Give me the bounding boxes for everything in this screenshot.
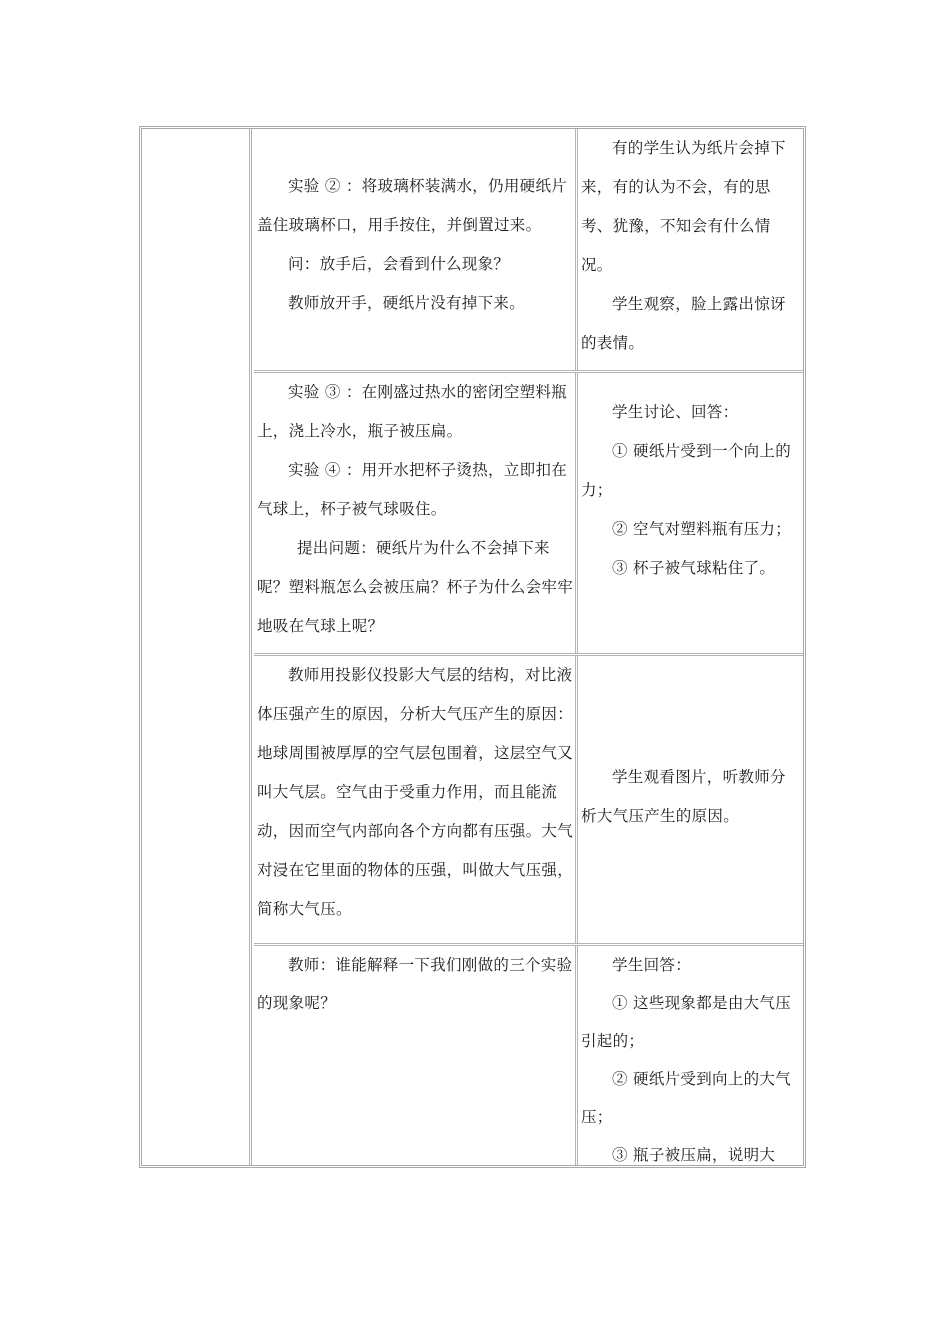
paragraph: 实验 ④ ：用开水把杯子烫热，立即扣在气球上，杯子被气球吸住。 xyxy=(257,461,568,518)
teacher-activity-cell xyxy=(254,946,578,1165)
paragraph: 学生讨论、回答： xyxy=(612,403,739,421)
paragraph: 教师放开手，硬纸片没有掉下来。 xyxy=(288,294,526,312)
paragraph: 教师用投影仪投影大气层的结构，对比液体压强产生的原因，分析大气压产生的原因：地球周围被厚厚的空气层包围着，这层空气又叫大气层。空气由于受重力作用，而且能流动，因而空气内部向各个方向都有压强。大气对浸在它里面的物体的压强，叫做大气压强，简称大气压。 xyxy=(257,666,574,918)
lesson-plan-table xyxy=(139,126,806,1168)
paragraph: 提出问题：硬纸片为什么不会掉下来呢？塑料瓶怎么会被压扁？杯子为什么会牢牢地吸在气球上呢？ xyxy=(257,539,574,635)
table-row xyxy=(254,373,803,656)
table-row xyxy=(254,946,803,1165)
student-activity-cell xyxy=(579,129,803,370)
stage-column xyxy=(142,129,252,1165)
paragraph: ② 硬纸片受到向上的大气压； xyxy=(581,1070,792,1126)
table-row xyxy=(254,656,803,946)
table-row xyxy=(254,129,803,373)
paragraph: 有的学生认为纸片会掉下来，有的认为不会，有的思考、犹豫，不知会有什么情况。 xyxy=(581,139,786,274)
paragraph: 学生回答： xyxy=(612,956,692,974)
paragraph: 教师：谁能解释一下我们刚做的三个实验的现象呢？ xyxy=(257,956,573,1012)
paragraph: ① 这些现象都是由大气压引起的； xyxy=(581,994,792,1050)
paragraph: ③ 瓶子被压扁，说明大 xyxy=(612,1146,776,1164)
paragraph: 学生观察，脸上露出惊讶的表情。 xyxy=(581,295,786,352)
paragraph: ② 空气对塑料瓶有压力； xyxy=(612,520,792,538)
teacher-activity-cell xyxy=(254,129,578,370)
student-activity-cell xyxy=(579,946,803,1165)
teacher-activity-cell xyxy=(254,656,578,943)
paragraph: ① 硬纸片受到一个向上的力； xyxy=(581,442,792,499)
student-activity-cell xyxy=(579,656,803,943)
teacher-activity-cell xyxy=(254,373,578,653)
paragraph: 学生观看图片，听教师分析大气压产生的原因。 xyxy=(581,768,786,825)
paragraph: 问：放手后，会看到什么现象？ xyxy=(288,255,510,273)
student-activity-cell xyxy=(579,373,803,653)
paragraph: ③ 杯子被气球粘住了。 xyxy=(612,559,776,577)
paragraph: 实验 ③ ：在刚盛过热水的密闭空塑料瓶上，浇上冷水，瓶子被压扁。 xyxy=(257,383,568,440)
paragraph: 实验 ② ：将玻璃杯装满水，仍用硬纸片盖住玻璃杯口，用手按住，并倒置过来。 xyxy=(257,177,568,234)
